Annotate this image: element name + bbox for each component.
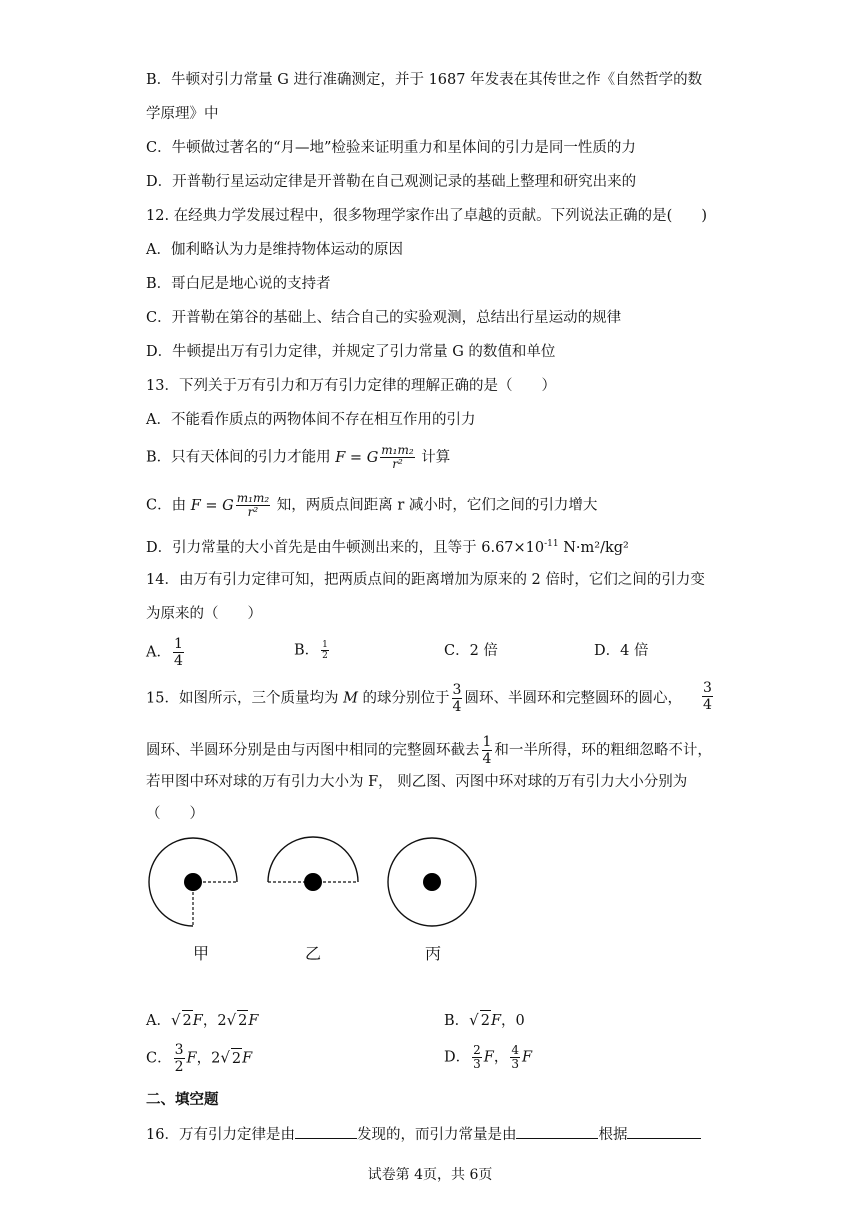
option-13-c-text: C．由 bbox=[146, 497, 187, 514]
option-15-a: A．√ 2F，2√ 2F bbox=[146, 1011, 259, 1029]
q15-text-b: 的球分别位于 bbox=[362, 690, 450, 707]
option-12-c: C．开普勒在第谷的基础上、结合自己的实验观测，总结出行星运动的规律 bbox=[146, 310, 622, 326]
option-14-c: C．2 倍 bbox=[444, 643, 498, 659]
var-f: F bbox=[192, 1013, 203, 1029]
frac-den: 4 bbox=[452, 699, 462, 715]
page-footer: 试卷第 4页，共 6页 bbox=[367, 1167, 493, 1183]
formula-denominator: r² bbox=[392, 457, 403, 471]
frac-den: 2 bbox=[174, 1059, 184, 1075]
question-16 bbox=[146, 1124, 701, 1145]
frac-den: 3 bbox=[511, 1057, 519, 1071]
option-11-d: D．开普勒行星运动定律是开普勒在自己观测记录的基础上整理和研究出来的 bbox=[146, 174, 637, 190]
q15-frac-right bbox=[700, 680, 715, 713]
frac-den: 4 bbox=[703, 697, 712, 713]
option-label: B． bbox=[444, 1013, 470, 1029]
option-15-b: B．√ 2F，0 bbox=[444, 1011, 525, 1029]
coef: 2 bbox=[217, 1013, 227, 1029]
question-14-line2: 为原来的（ ） bbox=[146, 606, 262, 622]
option-15-c: C． $\frac{3}{2}$ F，2√ 2F bbox=[146, 1042, 253, 1075]
question-12: 12. 在经典力学发展过程中，很多物理学家作出了卓越的贡献。下列说法正确的是( ) bbox=[146, 208, 707, 224]
var-f: F bbox=[521, 1049, 533, 1066]
option-13-c-tail: 知，两质点间距离 r 减小时，它们之间的引力增大 bbox=[276, 497, 598, 514]
section-heading: 二、填空题 bbox=[146, 1091, 219, 1108]
q15-text-a: 15．如图所示，三个质量均为 bbox=[146, 690, 339, 707]
answer-blank[interactable] bbox=[295, 1124, 357, 1139]
option-11-b-line1: B．牛顿对引力常量 G 进行准确测定，并于 1687 年发表在其传世之作《自然哲学的数 bbox=[146, 72, 703, 88]
option-11-b-line2: 学原理》中 bbox=[146, 106, 219, 122]
option-label: B． bbox=[294, 642, 320, 659]
var-f: F bbox=[242, 1050, 253, 1067]
formula-f: F bbox=[335, 449, 346, 466]
frac-num: 3 bbox=[703, 680, 712, 696]
question-13: 13．下列关于万有引力和万有引力定律的理解正确的是（ ） bbox=[146, 378, 556, 394]
option-14-d: D．4 倍 bbox=[594, 643, 649, 659]
gravity-formula-2 bbox=[190, 491, 277, 519]
frac-num: 1 bbox=[482, 734, 492, 750]
figure-label-jia: 甲 bbox=[193, 944, 210, 963]
var-f: F bbox=[186, 1050, 197, 1067]
var-m: M bbox=[343, 690, 358, 707]
q15-text-e: 和一半所得，环的粗细忽略不计， bbox=[494, 742, 712, 759]
q16-text-b: 发现的，而引力常量是由 bbox=[356, 1127, 517, 1143]
option-label: D． bbox=[444, 1049, 471, 1066]
formula-numerator: m₁m₂ bbox=[381, 443, 414, 457]
option-13-a: A．不能看作质点的两物体间不存在相互作用的引力 bbox=[146, 412, 476, 428]
var-f: F bbox=[248, 1013, 259, 1029]
option-label: C． bbox=[146, 1050, 172, 1067]
ring-figure bbox=[140, 828, 480, 928]
value-zero: 0 bbox=[515, 1013, 525, 1029]
option-13-d-unit: N·m²/kg² bbox=[558, 539, 629, 556]
option-13-b bbox=[146, 444, 450, 471]
formula-g: G bbox=[222, 497, 234, 514]
option-12-a: A．伽利略认为力是维持物体运动的原因 bbox=[146, 242, 403, 258]
option-13-b-text: B．只有天体间的引力才能用 bbox=[146, 449, 331, 466]
three-quarter-ring bbox=[149, 838, 237, 926]
frac-den: 4 bbox=[173, 653, 183, 669]
frac-den: 4 bbox=[482, 751, 492, 767]
answer-blank[interactable] bbox=[516, 1124, 598, 1139]
half-ring bbox=[268, 837, 358, 891]
option-12-d: D．牛顿提出万有引力定律，并规定了引力常量 G 的数值和单位 bbox=[146, 344, 556, 360]
frac-den: 2 bbox=[322, 651, 328, 661]
var-f: F bbox=[490, 1013, 502, 1029]
frac-num: 1 bbox=[322, 640, 328, 650]
question-14-line1: 14．由万有引力定律可知，把两质点间的距离增加为原来的 2 倍时，它们之间的引力变 bbox=[146, 572, 705, 588]
question-15-line4: （ ） bbox=[146, 806, 204, 822]
option-13-d-text: D．引力常量的大小首先是由牛顿测出来的，且等于 6.67×10 bbox=[146, 539, 545, 556]
formula-denominator: r² bbox=[247, 505, 259, 519]
frac-num: 4 bbox=[511, 1043, 519, 1057]
formula-f: F bbox=[190, 497, 201, 514]
q15-text-c: 圆环、半圆环和完整圆环的圆心， bbox=[464, 690, 682, 707]
formula-eq: = bbox=[345, 449, 367, 466]
frac-num: 3 bbox=[452, 682, 462, 698]
frac-num: 3 bbox=[174, 1042, 184, 1058]
option-label: A． bbox=[146, 1013, 171, 1029]
option-13-c bbox=[146, 492, 597, 519]
frac-den: 3 bbox=[473, 1057, 481, 1071]
frac-num: 2 bbox=[473, 1043, 481, 1057]
formula-eq: = bbox=[200, 497, 223, 514]
option-14-a bbox=[146, 636, 186, 669]
gravity-formula bbox=[335, 443, 421, 471]
question-15-line1 bbox=[146, 682, 682, 715]
question-15-line2 bbox=[146, 734, 712, 767]
option-13-d bbox=[146, 534, 629, 558]
sqrt-arg: 2 bbox=[480, 1010, 491, 1031]
q16-text-a: 16．万有引力定律是由 bbox=[146, 1127, 295, 1143]
answer-blank[interactable] bbox=[627, 1124, 701, 1139]
sqrt-arg: 2 bbox=[182, 1010, 193, 1031]
figure-label-yi: 乙 bbox=[305, 944, 322, 963]
formula-g: G bbox=[366, 449, 379, 466]
option-15-d: D． $\frac{2}{3}$ F， $\frac{4}{3}$ F bbox=[444, 1043, 533, 1071]
option-13-b-tail: 计算 bbox=[421, 449, 451, 466]
q15-text-d: 圆环、半圆环分别是由与丙图中相同的完整圆环截去 bbox=[146, 742, 480, 759]
option-label: A． bbox=[146, 644, 171, 661]
frac-num: 1 bbox=[173, 636, 183, 652]
figure-label-bing: 丙 bbox=[425, 944, 442, 963]
full-ring bbox=[388, 838, 476, 926]
question-15-line3: 若甲图中环对球的万有引力大小为 F， 则乙图、丙图中环对球的万有引力大小分别为 bbox=[146, 774, 688, 790]
option-11-c: C．牛顿做过著名的“月—地”检验来证明重力和星体间的引力是同一性质的力 bbox=[146, 140, 636, 156]
coef: 2 bbox=[211, 1050, 221, 1067]
sqrt-arg: 2 bbox=[231, 1048, 242, 1069]
option-12-b: B．哥白尼是地心说的支持者 bbox=[146, 276, 331, 292]
formula-numerator: m₁m₂ bbox=[236, 491, 270, 505]
sqrt-arg: 2 bbox=[237, 1010, 248, 1031]
exponent: -11 bbox=[544, 539, 559, 549]
option-14-b bbox=[294, 640, 331, 661]
var-f: F bbox=[483, 1049, 494, 1066]
q16-text-c: 根据 bbox=[598, 1127, 628, 1143]
